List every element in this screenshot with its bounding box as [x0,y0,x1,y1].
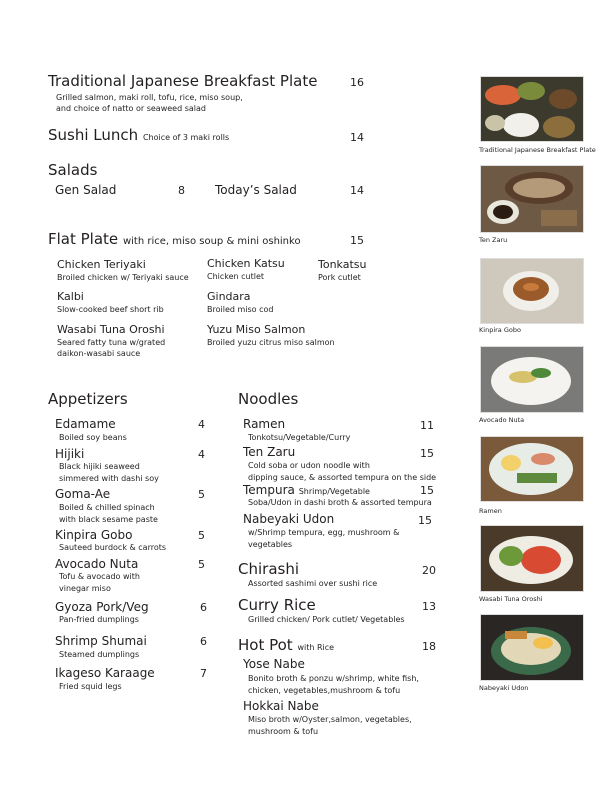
kinpira-gobo-photo [480,258,584,324]
chicken-katsu-name: Chicken Katsu [207,257,285,270]
goma-ae-desc-2: with black sesame paste [59,515,158,524]
avocado-nuta-name: Avocado Nuta [55,557,139,571]
ramen-price: 11 [420,419,434,432]
hijiki-price: 4 [198,448,205,461]
gindara-desc: Broiled miso cod [207,305,274,314]
avocado-nuta-price: 5 [198,558,205,571]
kinpira-gobo-desc: Sauteed burdock & carrots [59,543,167,552]
ramen-photo [480,436,584,502]
ramen-name: Ramen [243,417,286,431]
gindara-name: Gindara [207,290,251,303]
nabeyaki-desc-1: w/Shrimp tempura, egg, mushroom & [248,528,400,537]
today-salad-price: 14 [350,184,364,197]
salads-title: Salads [48,161,98,179]
ten-zaru-caption: Ten Zaru [479,236,508,244]
nabeyaki-udon-caption: Nabeyaki Udon [479,684,529,692]
hotpot-sub: with Rice [297,643,335,652]
goma-ae-price: 5 [198,488,205,501]
wasabi-tuna-desc-1: Seared fatty tuna w/grated [57,338,166,347]
hokkai-nabe-desc-2: mushroom & tofu [248,727,319,736]
curry-title: Curry Rice [238,596,316,614]
flat-plate-sub: with rice, miso soup & mini oshinko [122,236,301,247]
flat-plate-price: 15 [350,234,364,247]
gen-salad-price: 8 [178,184,185,197]
noodles-title: Noodles [238,390,299,408]
edamame-price: 4 [198,418,205,431]
tempura-name: Tempura Shrimp/Vegetable [243,483,370,497]
breakfast-caption: Traditional Japanese Breakfast Plate [479,146,596,154]
tonkatsu-name: Tonkatsu [318,258,367,271]
edamame-name: Edamame [55,417,116,431]
yose-nabe-name: Yose Nabe [243,657,305,671]
sushi-lunch-title: Sushi Lunch Choice of 3 maki rolls [48,126,230,144]
avocado-nuta-desc-2: vinegar miso [59,584,111,593]
ikageso-price: 7 [200,667,207,680]
wasabi-tuna-name: Wasabi Tuna Oroshi [57,323,165,336]
ramen-caption: Ramen [479,507,502,515]
chirashi-desc: Assorted sashimi over sushi rice [248,579,378,588]
wasabi-tuna-caption: Wasabi Tuna Oroshi [479,595,543,603]
hijiki-desc-1: Black hijiki seaweed [59,462,140,471]
breakfast-desc-1: Grilled salmon, maki roll, tofu, rice, miso soup, [56,93,243,102]
ten-zaru-price: 15 [420,447,434,460]
chirashi-price: 20 [422,564,436,577]
avocado-nuta-desc-1: Tofu & avocado with [59,572,140,581]
ikageso-desc: Fried squid legs [59,682,122,691]
sushi-lunch-sub: Choice of 3 maki rolls [142,133,230,142]
ten-zaru-desc-1: Cold soba or udon noodle with [248,461,370,470]
kinpira-gobo-caption: Kinpira Gobo [479,326,521,334]
hijiki-name: Hijiki [55,447,85,461]
gyoza-desc: Pan-fried dumplings [59,615,139,624]
curry-price: 13 [422,600,436,613]
ten-zaru-name: Ten Zaru [243,445,296,459]
tonkatsu-desc: Pork cutlet [318,273,361,282]
breakfast-price: 16 [350,76,364,89]
gyoza-name: Gyoza Pork/Veg [55,600,149,614]
ten-zaru-photo [480,165,584,233]
goma-ae-desc-1: Boiled & chilled spinach [59,503,155,512]
chirashi-title: Chirashi [238,560,299,578]
tempura-price: 15 [420,484,434,497]
edamame-desc: Boiled soy beans [59,433,127,442]
appetizers-title: Appetizers [48,390,128,408]
curry-desc: Grilled chicken/ Pork cutlet/ Vegetables [248,615,405,624]
ikageso-name: Ikageso Karaage [55,666,155,680]
hijiki-desc-2: simmered with dashi soy [59,474,159,483]
chicken-katsu-desc: Chicken cutlet [207,272,265,281]
breakfast-photo [480,76,584,142]
chicken-teriyaki-desc: Broiled chicken w/ Teriyaki sauce [57,273,189,282]
hokkai-nabe-desc-1: Miso broth w/Oyster,salmon, vegetables, [248,715,412,724]
ten-zaru-desc-2: dipping sauce, & assorted tempura on the side [248,473,437,482]
yuzu-salmon-name: Yuzu Miso Salmon [207,323,306,336]
avocado-nuta-caption: Avocado Nuta [479,416,525,424]
avocado-nuta-photo [480,346,584,413]
nabeyaki-udon-photo [480,614,584,681]
nabeyaki-desc-2: vegetables [248,540,293,549]
shrimp-shumai-price: 6 [200,635,207,648]
hotpot-price: 18 [422,640,436,653]
wasabi-tuna-desc-2: daikon-wasabi sauce [57,349,141,358]
gen-salad-name: Gen Salad [55,183,117,197]
shrimp-shumai-name: Shrimp Shumai [55,634,147,648]
hotpot-title: Hot Pot with Rice [238,636,335,654]
sushi-lunch-price: 14 [350,131,364,144]
nabeyaki-name: Nabeyaki Udon [243,512,335,526]
kalbi-desc: Slow-cooked beef short rib [57,305,164,314]
ramen-desc: Tonkotsu/Vegetable/Curry [248,433,351,442]
tempura-desc: Soba/Udon in dashi broth & assorted tempura [248,498,432,507]
yose-nabe-desc-1: Bonito broth & ponzu w/shrimp, white fish, [248,674,419,683]
chicken-teriyaki-name: Chicken Teriyaki [57,258,146,271]
flat-plate-title: Flat Plate with rice, miso soup & mini oshinko [48,230,301,248]
wasabi-tuna-photo [480,525,584,592]
breakfast-title: Traditional Japanese Breakfast Plate [48,72,318,90]
yuzu-salmon-desc: Broiled yuzu citrus miso salmon [207,338,335,347]
kinpira-gobo-name: Kinpira Gobo [55,528,133,542]
tempura-sub: Shrimp/Vegetable [298,487,370,496]
hokkai-nabe-name: Hokkai Nabe [243,699,319,713]
yose-nabe-desc-2: chicken, vegetables,mushroom & tofu [248,686,401,695]
gyoza-price: 6 [200,601,207,614]
kinpira-gobo-price: 5 [198,529,205,542]
breakfast-desc-2: and choice of natto or seaweed salad [56,104,206,113]
kalbi-name: Kalbi [57,290,84,303]
shrimp-shumai-desc: Steamed dumplings [59,650,140,659]
goma-ae-name: Goma-Ae [55,487,111,501]
nabeyaki-price: 15 [418,514,432,527]
today-salad-name: Today’s Salad [215,183,297,197]
